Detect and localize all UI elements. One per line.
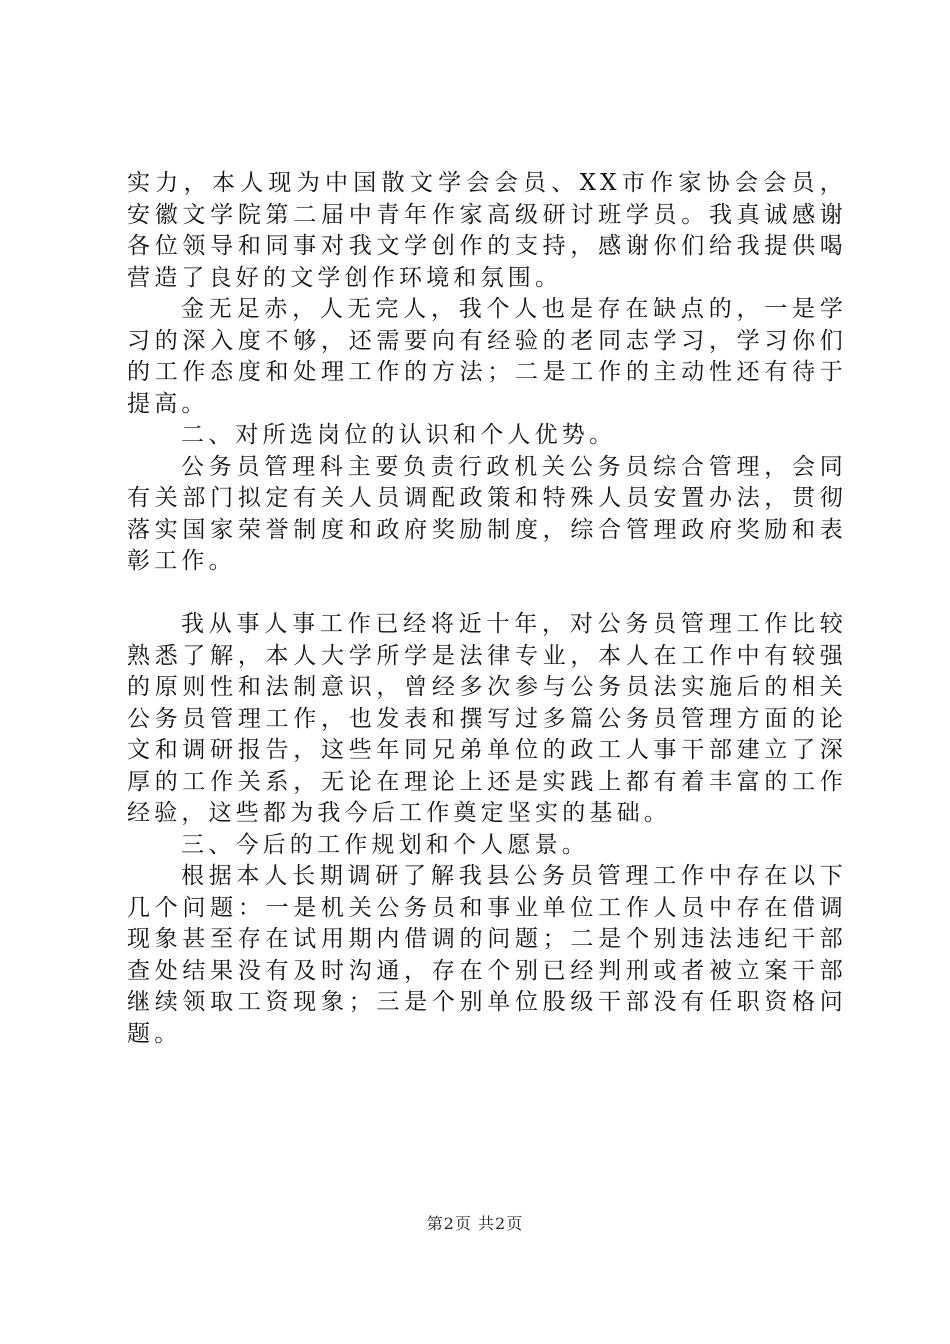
paragraph-3: 公务员管理科主要负责行政机关公务员综合管理，会同有关部门拟定有关人员调配政策和特殊人员安置办法，贯彻落实国家荣誉制度和政府奖励制度，综合管理政府奖励和表彰工作。 xyxy=(127,453,847,574)
page-footer: 第2页 共2页 xyxy=(426,1214,524,1233)
document-body xyxy=(127,168,847,1050)
paragraph-4: 我从事人事工作已经将近十年，对公务员管理工作比较熟悉了解，本人大学所学是法律专业，本人在工作中有较强的原则性和法制意识，曾经多次参与公务员法实施后的相关公务员管理工作，也发表和撰写过多篇公务员管理方面的论文和调研报告，这些年同兄弟单位的政工人事干部建立了深厚的工作关系，无论在理论上还是实践上都有着丰富的工作经验，这些都为我今后工作奠定坚实的基础。 xyxy=(127,611,847,826)
paragraph-5: 根据本人长期调研了解我县公务员管理工作中存在以下几个问题：一是机关公务员和事业单位工作人员中存在借调现象甚至存在试用期内借调的问题；二是个别违法违纪干部查处结果没有及时沟通，存在个别已经判刑或者被立案干部继续领取工资现象；三是个别单位股级干部没有任职资格问题。 xyxy=(127,863,847,1047)
section-heading-2: 二、对所选岗位的认识和个人优势。 xyxy=(181,422,617,448)
paragraph-1: 实力，本人现为中国散文学会会员、XX市作家协会会员，安徽文学院第二届中青年作家高级研讨班学员。我真诚感谢各位领导和同事对我文学创作的支持，感谢你们给我提供喝营造了良好的文学创作环境和氛围。 xyxy=(127,170,847,291)
paragraph-2: 金无足赤，人无完人，我个人也是存在缺点的，一是学习的深入度不够，还需要向有经验的老同志学习，学习你们的工作态度和处理工作的方法；二是工作的主动性还有待于提高。 xyxy=(127,296,847,417)
paragraph-gap xyxy=(127,578,847,610)
section-heading-3: 三、今后的工作规划和个人愿景。 xyxy=(181,831,589,858)
